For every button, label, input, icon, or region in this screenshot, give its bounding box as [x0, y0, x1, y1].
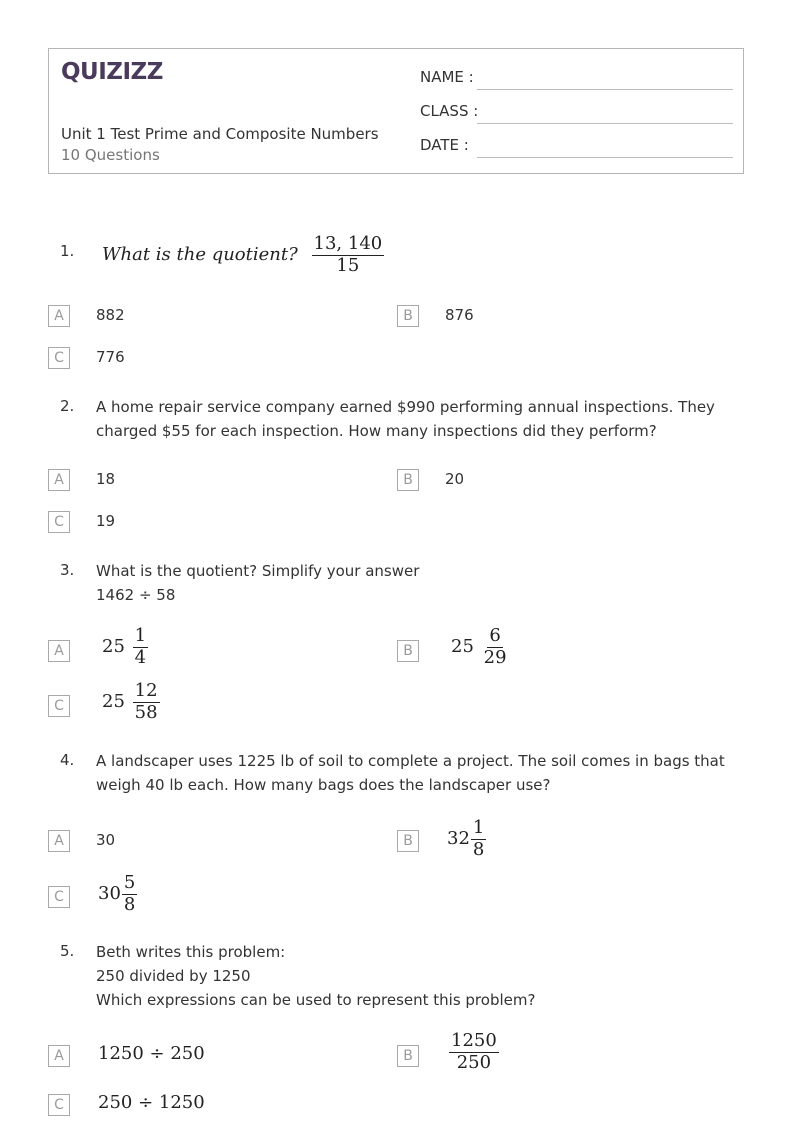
option-b-fraction[interactable]: [447, 1031, 501, 1073]
fraction-denominator: 8: [123, 893, 136, 915]
option-b-badge[interactable]: B: [397, 640, 419, 662]
option-c-badge[interactable]: C: [48, 886, 70, 908]
prompt-line: Which expressions can be used to represent this problem?: [96, 991, 536, 1009]
fraction-denominator: 8: [472, 838, 485, 860]
option-a-expression[interactable]: 1250 ÷ 250: [98, 1043, 205, 1064]
option-a-badge[interactable]: A: [48, 830, 70, 852]
worksheet-title: Unit 1 Test Prime and Composite Numbers: [61, 125, 379, 143]
option-c-badge[interactable]: C: [48, 347, 70, 369]
fraction: [471, 818, 486, 860]
option-b-mixed-number[interactable]: [447, 818, 488, 860]
fraction-denominator: 4: [134, 646, 147, 668]
fraction-numerator: 1: [472, 817, 485, 838]
whole-part: 32: [447, 828, 470, 850]
prompt-line: Beth writes this problem:: [96, 943, 286, 961]
question-count: 10 Questions: [61, 146, 160, 164]
option-c-mixed-number[interactable]: [98, 873, 139, 915]
option-a-mixed-number[interactable]: [102, 626, 150, 668]
prompt-text: What is the quotient?: [102, 244, 298, 266]
prompt-line: What is the quotient? Simplify your answer: [96, 562, 420, 580]
prompt-fraction: [312, 234, 385, 276]
option-c-text[interactable]: 776: [96, 348, 125, 366]
question-prompt: [96, 395, 726, 443]
fraction-numerator: 6: [489, 625, 501, 646]
fraction-numerator: 13, 140: [313, 233, 383, 254]
option-c-badge[interactable]: C: [48, 695, 70, 717]
question-number: 4.: [60, 751, 75, 769]
question-number: 5.: [60, 942, 75, 960]
option-b-text[interactable]: 20: [445, 470, 465, 488]
question-prompt: [102, 234, 732, 276]
fraction-denominator: 250: [456, 1051, 492, 1073]
fraction: [482, 626, 509, 668]
worksheet-header: [48, 48, 744, 174]
fraction-denominator: 29: [483, 646, 507, 668]
option-a-badge[interactable]: A: [48, 305, 70, 327]
question-number: 3.: [60, 561, 75, 579]
prompt-line: 1462 ÷ 58: [96, 586, 176, 604]
whole-part: 25: [102, 636, 125, 658]
question-prompt: [96, 940, 726, 1012]
fraction-numerator: 1: [134, 625, 147, 646]
whole-part: 25: [102, 691, 125, 713]
date-label: DATE :: [420, 136, 469, 154]
option-c-badge[interactable]: C: [48, 511, 70, 533]
question-number: 1.: [60, 242, 75, 260]
fraction-numerator: 1250: [451, 1030, 497, 1051]
option-a-text[interactable]: 30: [96, 831, 116, 849]
prompt-line: charged $55 for each inspection. How many inspections did they perform?: [96, 422, 657, 440]
whole-part: 25: [451, 636, 474, 658]
name-label: NAME :: [420, 68, 474, 86]
option-b-badge[interactable]: B: [397, 830, 419, 852]
option-a-text[interactable]: 18: [96, 470, 116, 488]
option-b-badge[interactable]: B: [397, 1045, 419, 1067]
option-b-badge[interactable]: B: [397, 469, 419, 491]
fraction-numerator: 5: [123, 872, 136, 893]
class-label: CLASS :: [420, 102, 479, 120]
option-a-badge[interactable]: A: [48, 469, 70, 491]
fraction: [449, 1031, 499, 1073]
option-a-badge[interactable]: A: [48, 640, 70, 662]
whole-part: 30: [98, 883, 121, 905]
date-line[interactable]: [477, 157, 733, 158]
question-prompt: [96, 749, 726, 797]
option-c-mixed-number[interactable]: [102, 681, 162, 723]
prompt-line: 250 divided by 1250: [96, 967, 251, 985]
fraction-numerator: 12: [134, 680, 158, 701]
name-line[interactable]: [477, 89, 733, 90]
fraction-denominator: 58: [134, 701, 158, 723]
option-a-text[interactable]: 882: [96, 306, 125, 324]
class-line[interactable]: [477, 123, 733, 124]
option-b-badge[interactable]: B: [397, 305, 419, 327]
option-b-text[interactable]: 876: [445, 306, 474, 324]
fraction: [122, 873, 137, 915]
option-c-text[interactable]: 19: [96, 512, 116, 530]
fraction: [133, 681, 160, 723]
option-c-expression[interactable]: 250 ÷ 1250: [98, 1092, 205, 1113]
question-number: 2.: [60, 397, 75, 415]
fraction-denominator: 15: [336, 254, 360, 276]
prompt-line: weigh 40 lb each. How many bags does the landscaper use?: [96, 776, 551, 794]
quizizz-logo: QUIZIZZ: [61, 59, 163, 85]
question-prompt: [96, 559, 726, 607]
option-c-badge[interactable]: C: [48, 1094, 70, 1116]
prompt-line: A landscaper uses 1225 lb of soil to complete a project. The soil comes in bags that: [96, 752, 725, 770]
option-b-mixed-number[interactable]: [451, 626, 511, 668]
option-a-badge[interactable]: A: [48, 1045, 70, 1067]
fraction: [133, 626, 148, 668]
prompt-line: A home repair service company earned $990 performing annual inspections. They: [96, 398, 715, 416]
